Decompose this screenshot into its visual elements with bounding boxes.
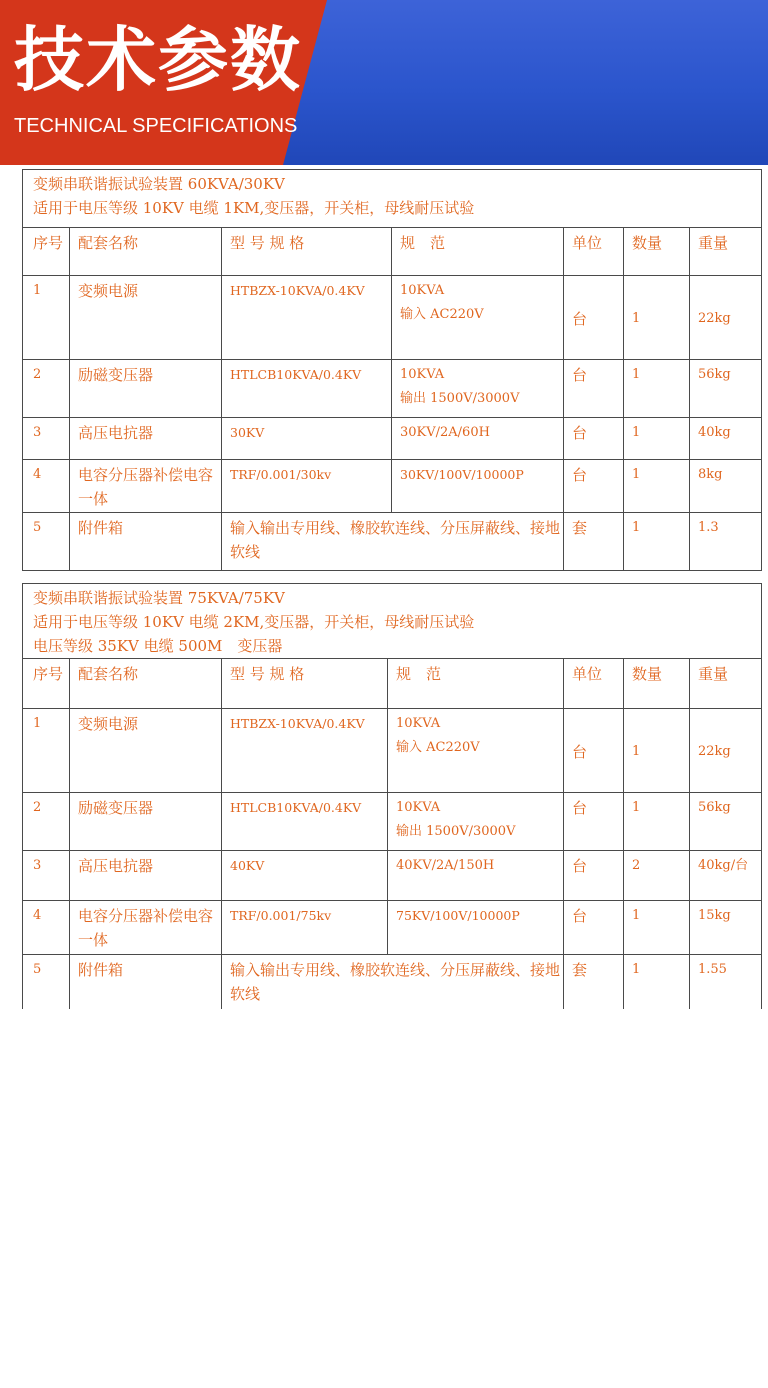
cell-unit: 台 <box>564 793 624 851</box>
cell-weight: 56kg <box>690 793 762 851</box>
cell-name: 附件箱 <box>70 955 222 1009</box>
cell-spec: 10KVA 输入 AC220V <box>388 709 564 793</box>
cell-no: 2 <box>23 360 70 418</box>
table-row <box>23 955 762 1009</box>
table-caption <box>23 584 762 659</box>
table-row <box>23 851 762 901</box>
cell-name: 高压电抗器 <box>70 418 222 460</box>
cell-name: 励磁变压器 <box>70 360 222 418</box>
cell-no: 4 <box>23 901 70 955</box>
cell-no: 2 <box>23 793 70 851</box>
cell-weight: 1.3 <box>690 513 762 571</box>
cell-name: 附件箱 <box>70 513 222 571</box>
caption-line: 变频串联谐振试验装置 60KVA/30KV <box>33 175 285 193</box>
table-header-row <box>23 228 762 276</box>
cell-weight: 8kg <box>690 460 762 513</box>
table-header-row <box>23 659 762 709</box>
cell-weight: 40kg <box>690 418 762 460</box>
cell-unit: 台 <box>564 360 624 418</box>
cell-model: TRF/0.001/75kv <box>222 901 388 955</box>
cell-unit: 套 <box>564 513 624 571</box>
cell-unit: 套 <box>564 955 624 1009</box>
cell-name: 励磁变压器 <box>70 793 222 851</box>
cell-model: 30KV <box>222 418 392 460</box>
cell-spec: 30KV/100V/10000P <box>392 460 564 513</box>
cell-name: 变频电源 <box>70 276 222 360</box>
table-row <box>23 460 762 513</box>
cell-weight: 40kg/台 <box>690 851 762 901</box>
header-cell-name: 配套名称 <box>70 659 222 709</box>
page-title: 技术参数 <box>14 19 302 101</box>
table-row <box>23 793 762 851</box>
cell-unit: 台 <box>564 276 624 360</box>
page-subtitle: TECHNICAL SPECIFICATIONS <box>14 115 298 137</box>
cell-weight: 22kg <box>690 276 762 360</box>
header-cell-spec: 规 范 <box>392 228 564 276</box>
header-cell-qty: 数量 <box>624 228 690 276</box>
cell-weight: 56kg <box>690 360 762 418</box>
cell-model: HTBZX-10KVA/0.4KV <box>222 709 388 793</box>
cell-weight: 1.55 <box>690 955 762 1009</box>
table-row <box>23 901 762 955</box>
caption-line: 适用于电压等级 10KV 电缆 1KM,变压器，开关柜，母线耐压试验 <box>33 199 475 217</box>
table-row <box>23 418 762 460</box>
header-cell-unit: 单位 <box>564 659 624 709</box>
cell-no: 3 <box>23 851 70 901</box>
caption-line: 变频串联谐振试验装置 75KVA/75KV <box>33 589 285 607</box>
cell-spec: 10KVA 输出 1500V/3000V <box>388 793 564 851</box>
cell-qty: 1 <box>624 955 690 1009</box>
table-row <box>23 709 762 793</box>
cell-model: 输入输出专用线、橡胶软连线、分压屏蔽线、接地软线 <box>222 955 564 1009</box>
cell-spec: 40KV/2A/150H <box>388 851 564 901</box>
cell-unit: 台 <box>564 851 624 901</box>
cell-weight: 22kg <box>690 709 762 793</box>
cell-qty: 1 <box>624 513 690 571</box>
table-row <box>23 513 762 571</box>
cell-qty: 2 <box>624 851 690 901</box>
table-caption-row <box>23 584 762 659</box>
cell-unit: 台 <box>564 709 624 793</box>
spec-table-75kva <box>22 583 762 1009</box>
cell-qty: 1 <box>624 709 690 793</box>
cell-qty: 1 <box>624 460 690 513</box>
cell-no: 1 <box>23 276 70 360</box>
header-cell-weight: 重量 <box>690 228 762 276</box>
header-banner <box>0 0 768 165</box>
cell-qty: 1 <box>624 360 690 418</box>
header-cell-qty: 数量 <box>624 659 690 709</box>
cell-unit: 台 <box>564 901 624 955</box>
cell-weight: 15kg <box>690 901 762 955</box>
cell-spec: 10KVA 输出 1500V/3000V <box>392 360 564 418</box>
cell-no: 5 <box>23 513 70 571</box>
cell-name: 高压电抗器 <box>70 851 222 901</box>
header-cell-spec: 规 范 <box>388 659 564 709</box>
table-row <box>23 276 762 360</box>
cell-model: TRF/0.001/30kv <box>222 460 392 513</box>
header-cell-no: 序号 <box>23 228 70 276</box>
table-row <box>23 360 762 418</box>
cell-spec: 10KVA 输入 AC220V <box>392 276 564 360</box>
header-cell-weight: 重量 <box>690 659 762 709</box>
header-cell-no: 序号 <box>23 659 70 709</box>
cell-unit: 台 <box>564 460 624 513</box>
caption-line: 电压等级 35KV 电缆 500M 变压器 <box>33 637 283 655</box>
cell-no: 1 <box>23 709 70 793</box>
cell-unit: 台 <box>564 418 624 460</box>
cell-qty: 1 <box>624 418 690 460</box>
cell-qty: 1 <box>624 901 690 955</box>
header-cell-name: 配套名称 <box>70 228 222 276</box>
cell-name: 电容分压器补偿电容一体 <box>70 460 222 513</box>
cell-spec: 75KV/100V/10000P <box>388 901 564 955</box>
cell-no: 3 <box>23 418 70 460</box>
cell-qty: 1 <box>624 276 690 360</box>
cell-model: HTBZX-10KVA/0.4KV <box>222 276 392 360</box>
cell-name: 电容分压器补偿电容一体 <box>70 901 222 955</box>
header-cell-unit: 单位 <box>564 228 624 276</box>
cell-model: 40KV <box>222 851 388 901</box>
caption-line: 适用于电压等级 10KV 电缆 2KM,变压器，开关柜，母线耐压试验 <box>33 613 475 631</box>
header-cell-model: 型 号 规 格 <box>222 228 392 276</box>
table-caption-row <box>23 170 762 228</box>
table-caption <box>23 170 762 228</box>
cell-name: 变频电源 <box>70 709 222 793</box>
cell-model: HTLCB10KVA/0.4KV <box>222 793 388 851</box>
cell-model: 输入输出专用线、橡胶软连线、分压屏蔽线、接地软线 <box>222 513 564 571</box>
cell-spec: 30KV/2A/60H <box>392 418 564 460</box>
cell-qty: 1 <box>624 793 690 851</box>
spec-table-60kva <box>22 169 762 571</box>
cell-model: HTLCB10KVA/0.4KV <box>222 360 392 418</box>
cell-no: 5 <box>23 955 70 1009</box>
cell-no: 4 <box>23 460 70 513</box>
header-cell-model: 型 号 规 格 <box>222 659 388 709</box>
